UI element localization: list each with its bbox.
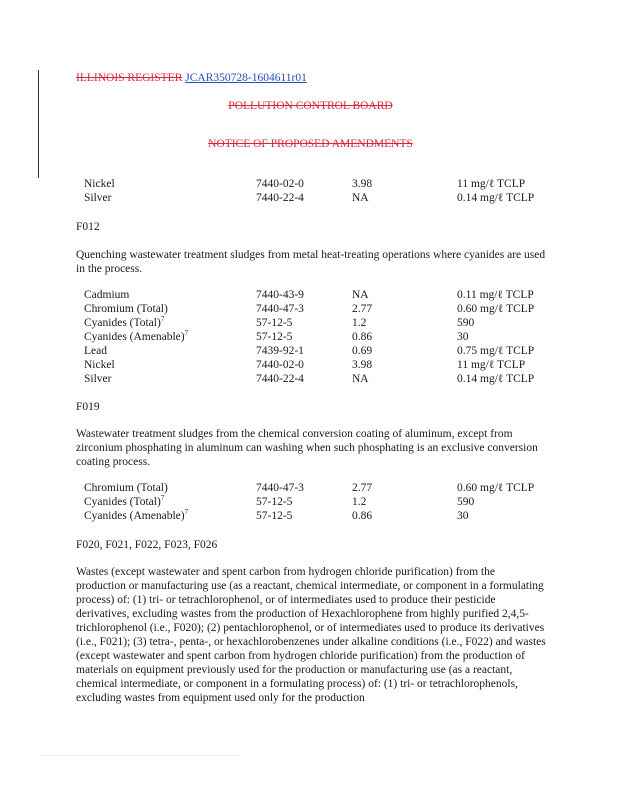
nonwastewater-value: 11 mg/ℓ TCLP — [457, 178, 526, 190]
wastewater-value: 2.77 — [352, 303, 373, 315]
cas-number: 7440-43-9 — [256, 289, 304, 301]
register-header — [76, 72, 307, 84]
nonwastewater-value: 30 — [457, 510, 469, 522]
constituent-name: Lead — [84, 345, 107, 357]
footnote-marker: 7 — [160, 315, 165, 324]
wastewater-value: NA — [352, 373, 369, 385]
notice-title — [0, 138, 621, 150]
table-row — [84, 482, 554, 496]
constituent-name — [84, 496, 164, 508]
cas-number: 7440-47-3 — [256, 303, 304, 315]
constituent-name: Chromium (Total) — [84, 303, 168, 315]
waste-code-f020-f026: F020, F021, F022, F023, F026 — [76, 539, 218, 551]
nonwastewater-value: 0.60 mg/ℓ TCLP — [457, 303, 535, 315]
jcar-reference[interactable]: JCAR350728-1604611r01 — [185, 72, 307, 84]
cas-number: 7440-02-0 — [256, 359, 304, 371]
wastewater-value: 0.86 — [352, 510, 373, 522]
f012-description-text: Quenching wastewater treatment sludges from metal heat-treating operations where cyanides are used in the process. — [76, 249, 546, 275]
footnote-marker: 7 — [184, 329, 189, 338]
constituent-name: Chromium (Total) — [84, 482, 168, 494]
nonwastewater-value: 0.14 mg/ℓ TCLP — [457, 192, 535, 204]
wastewater-value: 3.98 — [352, 359, 373, 371]
nonwastewater-value: 0.75 mg/ℓ TCLP — [457, 345, 535, 357]
f020-description — [76, 565, 546, 705]
constituent-name: Silver — [84, 192, 112, 204]
f019-description-text: Wastewater treatment sludges from the chemical conversion coating of aluminum, except from zirconium phosphating in aluminum can washing when such phosphating is an exclusive conversion coating process. — [76, 428, 538, 468]
board-title — [0, 100, 621, 112]
cas-number: 7439-92-1 — [256, 345, 304, 357]
wastewater-value: 1.2 — [352, 317, 367, 329]
nonwastewater-value: 0.60 mg/ℓ TCLP — [457, 482, 535, 494]
footnote-marker: 7 — [184, 508, 189, 517]
nonwastewater-value: 11 mg/ℓ TCLP — [457, 359, 526, 371]
waste-code-f019: F019 — [76, 401, 100, 413]
revision-margin-bar — [38, 70, 39, 178]
notice-title-text: NOTICE OF PROPOSED AMENDMENTS — [208, 138, 413, 150]
wastewater-value: 1.2 — [352, 496, 367, 508]
table-row — [84, 359, 554, 373]
table-row — [84, 192, 554, 206]
cas-number: 7440-22-4 — [256, 373, 304, 385]
constituent-name: Nickel — [84, 359, 115, 371]
nonwastewater-value: 30 — [457, 331, 469, 343]
constituent-name — [84, 317, 164, 329]
nonwastewater-value: 590 — [457, 496, 475, 508]
wastewater-value: NA — [352, 289, 369, 301]
constituent-name: Silver — [84, 373, 112, 385]
constituent-name-text: Cyanides (Amenable) — [84, 331, 185, 343]
constituent-name-text: Cyanides (Total) — [84, 317, 161, 329]
f019-description — [76, 427, 546, 469]
cas-number: 57-12-5 — [256, 317, 293, 329]
f012-description — [76, 248, 546, 276]
nonwastewater-value: 0.14 mg/ℓ TCLP — [457, 373, 535, 385]
constituent-name: Nickel — [84, 178, 115, 190]
f020-description-text: Wastes (except wastewater and spent carbon from hydrogen chloride purification) from the production or manufacturing use (as a reactant, chemical intermediate, or component in a formulating process) of: (1) tri- or tetrachlorophenol, or of intermediates used to produce their pesticide derivatives, excluding wastes from the production of Hexachlorophene from highly purified 2,4,5-trichlorophenol (i.e., F020); (2) pentachlorophenol, or of intermediates used to produce its derivatives (i.e., F021); (3) tetra-, penta-, or hexachlorobenzenes under alkaline conditions (i.e., F022) and wastes (except wastewater and spent carbon from hydrogen chloride purification) from the production of materials on equipment previously used for the production or manufacturing use (as a reactant, chemical intermediate, or component in a formulating process) of: (1) tri- or tetrachlorophenols, excluding wastes from equipment used only for the production — [76, 566, 546, 704]
constituent-name-text: Cyanides (Amenable) — [84, 510, 185, 522]
cas-number: 57-12-5 — [256, 331, 293, 343]
table-row — [84, 345, 554, 359]
wastewater-value: NA — [352, 192, 369, 204]
constituent-name — [84, 510, 188, 522]
constituent-name: Cadmium — [84, 289, 130, 301]
nonwastewater-value: 590 — [457, 317, 475, 329]
table-row — [84, 303, 554, 317]
table-row — [84, 317, 554, 331]
constituent-name — [84, 331, 188, 343]
table-row — [84, 178, 554, 192]
cas-number: 57-12-5 — [256, 510, 293, 522]
cas-number: 7440-22-4 — [256, 192, 304, 204]
wastewater-value: 3.98 — [352, 178, 373, 190]
cas-number: 7440-47-3 — [256, 482, 304, 494]
wastewater-value: 0.69 — [352, 345, 373, 357]
table-row — [84, 373, 554, 387]
nonwastewater-value: 0.11 mg/ℓ TCLP — [457, 289, 534, 301]
waste-code-f012: F012 — [76, 221, 100, 233]
wastewater-value: 0.86 — [352, 331, 373, 343]
table-row — [84, 289, 554, 303]
constituent-name-text: Cyanides (Total) — [84, 496, 161, 508]
register-title-struck: ILLINOIS REGISTER — [76, 72, 183, 84]
table-row — [84, 331, 554, 345]
footer-rule — [40, 755, 240, 756]
cas-number: 57-12-5 — [256, 496, 293, 508]
table-row — [84, 510, 554, 524]
board-title-text: POLLUTION CONTROL BOARD — [228, 100, 393, 112]
table-row — [84, 496, 554, 510]
wastewater-value: 2.77 — [352, 482, 373, 494]
cas-number: 7440-02-0 — [256, 178, 304, 190]
footnote-marker: 7 — [160, 494, 165, 503]
